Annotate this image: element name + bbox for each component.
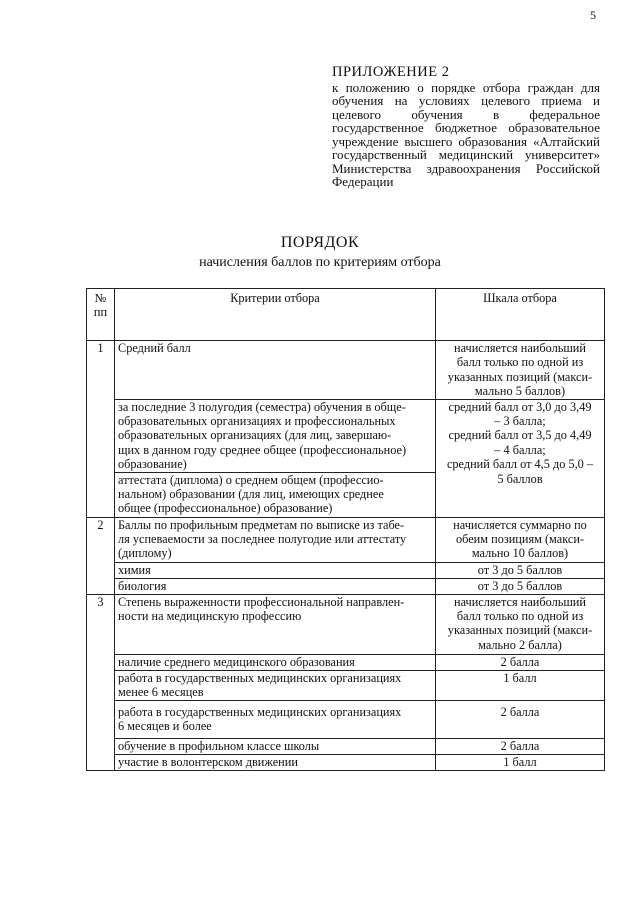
header-scale: Шкала отбора bbox=[436, 289, 605, 341]
header-criteria: Критерии отбора bbox=[115, 289, 436, 341]
row-number: 2 bbox=[87, 517, 115, 594]
page-number: 5 bbox=[590, 8, 596, 22]
scale-cell: начисляется наибольший балл только по одной из указанных позиций (макси- мально 2 балла) bbox=[436, 594, 605, 654]
criteria-cell: наличие среднего медицинского образования bbox=[115, 654, 436, 670]
table-row bbox=[87, 562, 605, 578]
appendix-title: ПРИЛОЖЕНИЕ 2 bbox=[332, 64, 450, 80]
criteria-cell: участие в волонтерском движении bbox=[115, 754, 436, 770]
scale-cell: 1 балл bbox=[436, 754, 605, 770]
row-number: 3 bbox=[87, 594, 115, 770]
table-row bbox=[87, 578, 605, 594]
criteria-cell: за последние 3 полугодия (семестра) обучения в обще- образовательных организациях и профессиональных образовательных организациях (для лиц, завершаю- щих в данном году среднее общее (профессиональное) образование) bbox=[115, 399, 436, 472]
scale-cell: начисляется наибольший балл только по одной из указанных позиций (макси- мально 5 баллов) bbox=[436, 341, 605, 400]
scale-cell: 2 балла bbox=[436, 738, 605, 754]
document-subtitle: начисления баллов по критериям отбора bbox=[199, 255, 441, 270]
scale-cell: 2 балла bbox=[436, 700, 605, 738]
table-row bbox=[87, 341, 605, 400]
criteria-cell: Средний балл bbox=[115, 341, 436, 400]
scale-cell: 1 балл bbox=[436, 670, 605, 700]
table-row bbox=[87, 517, 605, 562]
criteria-table bbox=[86, 288, 605, 771]
criteria-cell: биология bbox=[115, 578, 436, 594]
table-header-row bbox=[87, 289, 605, 341]
scale-cell: средний балл от 3,0 до 3,49 – 3 балла; средний балл от 3,5 до 4,49 – 4 балла; средний балл от 4,5 до 5,0 – 5 баллов bbox=[436, 399, 605, 517]
document-title: ПОРЯДОК bbox=[280, 234, 360, 251]
scale-cell: начисляется суммарно по обеим позициям (макси- мально 10 баллов) bbox=[436, 517, 605, 562]
appendix-text: к положению о порядке отбора граждан для обучения на условиях целевого приема и целевого обучения в федеральное государственное бюджетное образовательное учреждение высшего образования «Алтайский государственный медицинский университет» Министерства здравоохранения Российской Федерации bbox=[332, 79, 600, 189]
table-row bbox=[87, 594, 605, 654]
row-number: 1 bbox=[87, 341, 115, 518]
table-row bbox=[87, 754, 605, 770]
criteria-cell: химия bbox=[115, 562, 436, 578]
table-row bbox=[87, 399, 605, 472]
scale-cell: 2 балла bbox=[436, 654, 605, 670]
criteria-cell: Баллы по профильным предметам по выписке из табе- ля успеваемости за последнее полугодие или аттестату (диплому) bbox=[115, 517, 436, 562]
appendix-block bbox=[332, 66, 600, 189]
header-num: № пп bbox=[87, 289, 115, 341]
criteria-cell: аттестата (диплома) о среднем общем (профессио- нальном) образовании (для лиц, имеющих среднее общее (профессиональное) образование) bbox=[115, 472, 436, 517]
table-row bbox=[87, 654, 605, 670]
scale-cell: от 3 до 5 баллов bbox=[436, 562, 605, 578]
criteria-cell: работа в государственных медицинских организациях менее 6 месяцев bbox=[115, 670, 436, 700]
criteria-cell: обучение в профильном классе школы bbox=[115, 738, 436, 754]
table-row bbox=[87, 700, 605, 738]
scale-cell: от 3 до 5 баллов bbox=[436, 578, 605, 594]
table-row bbox=[87, 670, 605, 700]
criteria-cell: Степень выраженности профессиональной направлен- ности на медицинскую профессию bbox=[115, 594, 436, 654]
table-row bbox=[87, 738, 605, 754]
criteria-cell: работа в государственных медицинских организациях 6 месяцев и более bbox=[115, 700, 436, 738]
